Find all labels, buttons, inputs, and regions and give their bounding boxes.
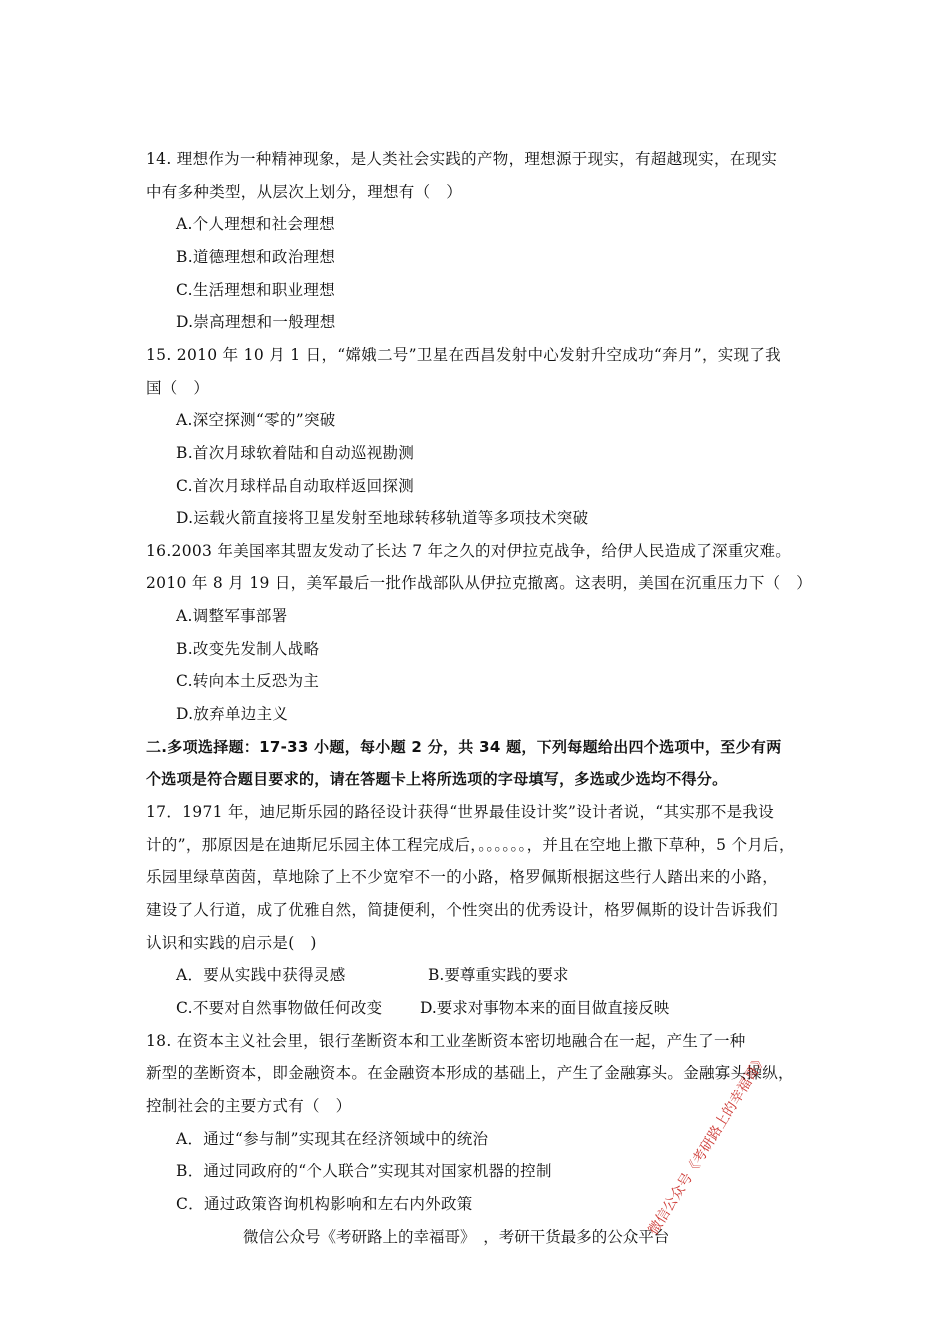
q17-stem-line-5: 认识和实践的启示是( ) [146, 934, 317, 952]
q17-option-c: C.不要对自然事物做任何改变 [176, 999, 383, 1017]
q14-stem-line-2: 中有多种类型，从层次上划分，理想有（ ） [146, 183, 463, 201]
q18-stem-line-3: 控制社会的主要方式有（ ） [146, 1097, 352, 1115]
watermark-stamp: 微信公众号《考研路上的幸福哥》 [645, 1051, 771, 1239]
q14-stem-line-1: 14. 理想作为一种精神现象，是人类社会实践的产物，理想源于现实，有超越现实，在现实 [146, 150, 778, 168]
q15-option-a: A.深空探测“零的”突破 [176, 411, 336, 429]
q14-option-a: A.个人理想和社会理想 [176, 215, 335, 233]
q17-option-d: D.要求对事物本来的面目做直接反映 [420, 999, 670, 1017]
q16-option-a: A.调整军事部署 [176, 607, 288, 625]
q16-option-d: D.放弃单边主义 [176, 705, 289, 723]
q17-stem-line-3: 乐园里绿草茵茵，草地除了上不少宽窄不一的小路，格罗佩斯根据这些行人踏出来的小路， [146, 868, 779, 886]
q14-option-c: C.生活理想和职业理想 [176, 281, 336, 299]
section-2-heading-line-2: 个选项是符合题目要求的，请在答题卡上将所选项的字母填写，多选或少选均不得分。 [146, 770, 728, 788]
q18-stem-line-1: 18. 在资本主义社会里，银行垄断资本和工业垄断资本密切地融合在一起，产生了一种 [146, 1032, 746, 1050]
q17-option-a: A．要从实践中获得灵感 [176, 966, 346, 984]
q17-stem-line-4: 建设了人行道，成了优雅自然，简捷便利，个性突出的优秀设计，格罗佩斯的设计告诉我们 [146, 901, 779, 919]
q14-option-b: B.道德理想和政治理想 [176, 248, 336, 266]
q15-option-d: D.运载火箭直接将卫星发射至地球转移轨道等多项技术突破 [176, 509, 589, 527]
q15-option-b: B.首次月球软着陆和自动巡视勘测 [176, 444, 415, 462]
q17-option-b: B.要尊重实践的要求 [428, 966, 569, 984]
q16-option-b: B.改变先发制人战略 [176, 640, 320, 658]
q15-stem-line-1: 15. 2010 年 10 月 1 日，“嫦娥二号”卫星在西昌发射中心发射升空成功“奔月”，实现了我 [146, 346, 781, 364]
q17-stem-line-2: 计的”，那原因是在迪斯尼乐园主体工程完成后，。。。。。。，并且在空地上撒下草种，5 个月后， [146, 836, 795, 854]
q16-stem-line-2: 2010 年 8 月 19 日，美军最后一批作战部队从伊拉克撤离。这表明，美国在沉重压力下（ ） [146, 574, 813, 592]
q18-option-a: A．通过“参与制”实现其在经济领域中的统治 [176, 1130, 489, 1148]
q15-stem-line-2: 国（ ） [146, 379, 210, 397]
section-2-heading-line-1: 二.多项选择题：17-33 小题，每小题 2 分，共 34 题，下列每题给出四个选项中，至少有两 [146, 738, 782, 756]
q18-option-b: B．通过同政府的“个人联合”实现其对国家机器的控制 [176, 1162, 552, 1180]
page-footer: 微信公众号《考研路上的幸福哥》 ，考研干货最多的公众平台 [243, 1228, 670, 1246]
q18-option-c: C．通过政策咨询机构影响和左右内外政策 [176, 1195, 473, 1213]
q14-option-d: D.崇高理想和一般理想 [176, 313, 336, 331]
q18-stem-line-2: 新型的垄断资本，即金融资本。在金融资本形成的基础上，产生了金融寡头。金融寡头操纵， [146, 1064, 794, 1082]
q17-stem-line-1: 17．1971 年，迪尼斯乐园的路径设计获得“世界最佳设计奖”设计者说，“其实那不是我设 [146, 803, 775, 821]
q16-stem-line-1: 16.2003 年美国率其盟友发动了长达 7 年之久的对伊拉克战争，给伊人民造成了深重灾难。 [146, 542, 792, 560]
q15-option-c: C.首次月球样品自动取样返回探测 [176, 477, 415, 495]
q16-option-c: C.转向本土反恐为主 [176, 672, 320, 690]
